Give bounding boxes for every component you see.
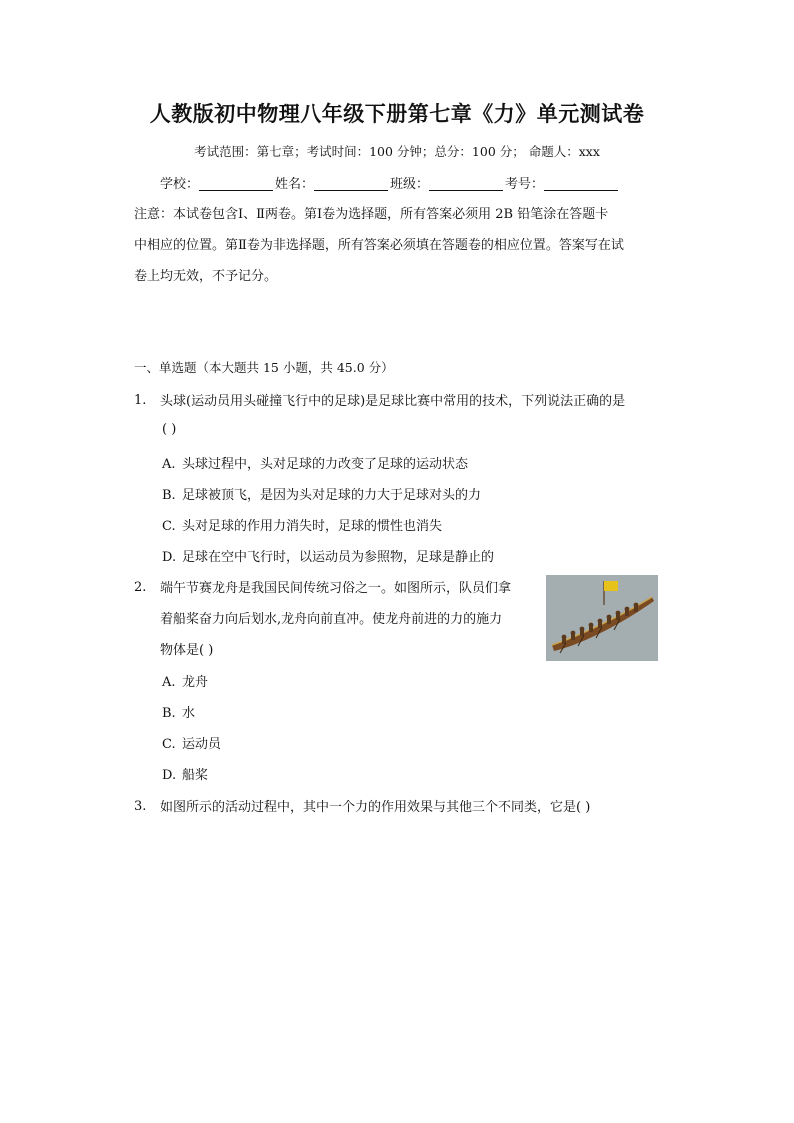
option-text: 船桨 bbox=[182, 768, 209, 783]
name-label: 姓名： bbox=[275, 177, 315, 192]
option-text: 龙舟 bbox=[182, 675, 209, 690]
option-a[interactable] bbox=[162, 453, 468, 472]
option-letter: C. bbox=[162, 737, 176, 752]
option-d[interactable] bbox=[162, 764, 208, 783]
option-text: 头球过程中，头对足球的力改变了足球的运动状态 bbox=[182, 457, 469, 472]
notice-line: 中相应的位置。第Ⅱ卷为非选择题，所有答案必须填在答题卷的相应位置。答案写在试 bbox=[134, 238, 624, 253]
question-text: 如图所示的活动过程中，其中一个力的作用效果与其他三个不同类，它是( ) bbox=[160, 800, 591, 815]
option-d[interactable] bbox=[162, 546, 494, 565]
question-number: 2. bbox=[134, 580, 147, 595]
name-blank[interactable] bbox=[314, 176, 388, 191]
student-info-fields bbox=[160, 173, 620, 192]
option-c[interactable] bbox=[162, 515, 442, 534]
option-letter: A. bbox=[162, 457, 176, 472]
option-letter: B. bbox=[162, 706, 176, 721]
class-label: 班级： bbox=[390, 177, 430, 192]
option-b[interactable] bbox=[162, 484, 481, 503]
option-letter: D. bbox=[162, 550, 177, 565]
page-title: 人教版初中物理八年级下册第七章《力》单元测试卷 bbox=[149, 101, 645, 126]
question-text: 端午节赛龙舟是我国民间传统习俗之一。如图所示，队员们拿 bbox=[160, 581, 512, 596]
option-a[interactable] bbox=[162, 671, 208, 690]
option-text: 水 bbox=[182, 706, 196, 721]
question-number: 1. bbox=[134, 393, 147, 408]
notice-line: 注意：本试卷包含Ⅰ、Ⅱ两卷。第Ⅰ卷为选择题，所有答案必须用 2B 铅笔涂在答题卡 bbox=[134, 207, 609, 222]
school-blank[interactable] bbox=[199, 176, 273, 191]
notice-line: 卷上均无效，不予记分。 bbox=[134, 269, 278, 284]
option-letter: C. bbox=[162, 519, 176, 534]
option-c[interactable] bbox=[162, 733, 221, 752]
option-text: 足球在空中飞行时，以运动员为参照物，足球是静止的 bbox=[182, 550, 495, 565]
option-letter: B. bbox=[162, 488, 176, 503]
flag bbox=[604, 581, 618, 591]
exam-info: 考试范围：第七章；考试时间：100 分钟；总分：100 分； 命题人：xxx bbox=[194, 144, 600, 159]
option-text: 头对足球的作用力消失时，足球的惯性也消失 bbox=[182, 519, 443, 534]
question-number: 3. bbox=[134, 799, 147, 814]
class-blank[interactable] bbox=[429, 176, 503, 191]
option-b[interactable] bbox=[162, 702, 195, 721]
dragon-boat-image bbox=[546, 575, 658, 661]
question-text: 着船桨奋力向后划水,龙舟向前直冲。使龙舟前进的力的施力 bbox=[160, 612, 503, 627]
option-text: 运动员 bbox=[182, 737, 222, 752]
question-text: ( ) bbox=[162, 422, 177, 437]
exam-number-label: 考号： bbox=[505, 177, 545, 192]
question-text: 头球(运动员用头碰撞飞行中的足球)是足球比赛中常用的技术，下列说法正确的是 bbox=[160, 394, 626, 409]
school-label: 学校： bbox=[160, 177, 200, 192]
question-text: 物体是( ) bbox=[160, 643, 214, 658]
option-letter: D. bbox=[162, 768, 177, 783]
option-text: 足球被顶飞，是因为头对足球的力大于足球对头的力 bbox=[182, 488, 482, 503]
section-heading: 一、单选题（本大题共 15 小题，共 45.0 分） bbox=[134, 360, 394, 375]
option-letter: A. bbox=[162, 675, 176, 690]
exam-number-blank[interactable] bbox=[544, 176, 618, 191]
